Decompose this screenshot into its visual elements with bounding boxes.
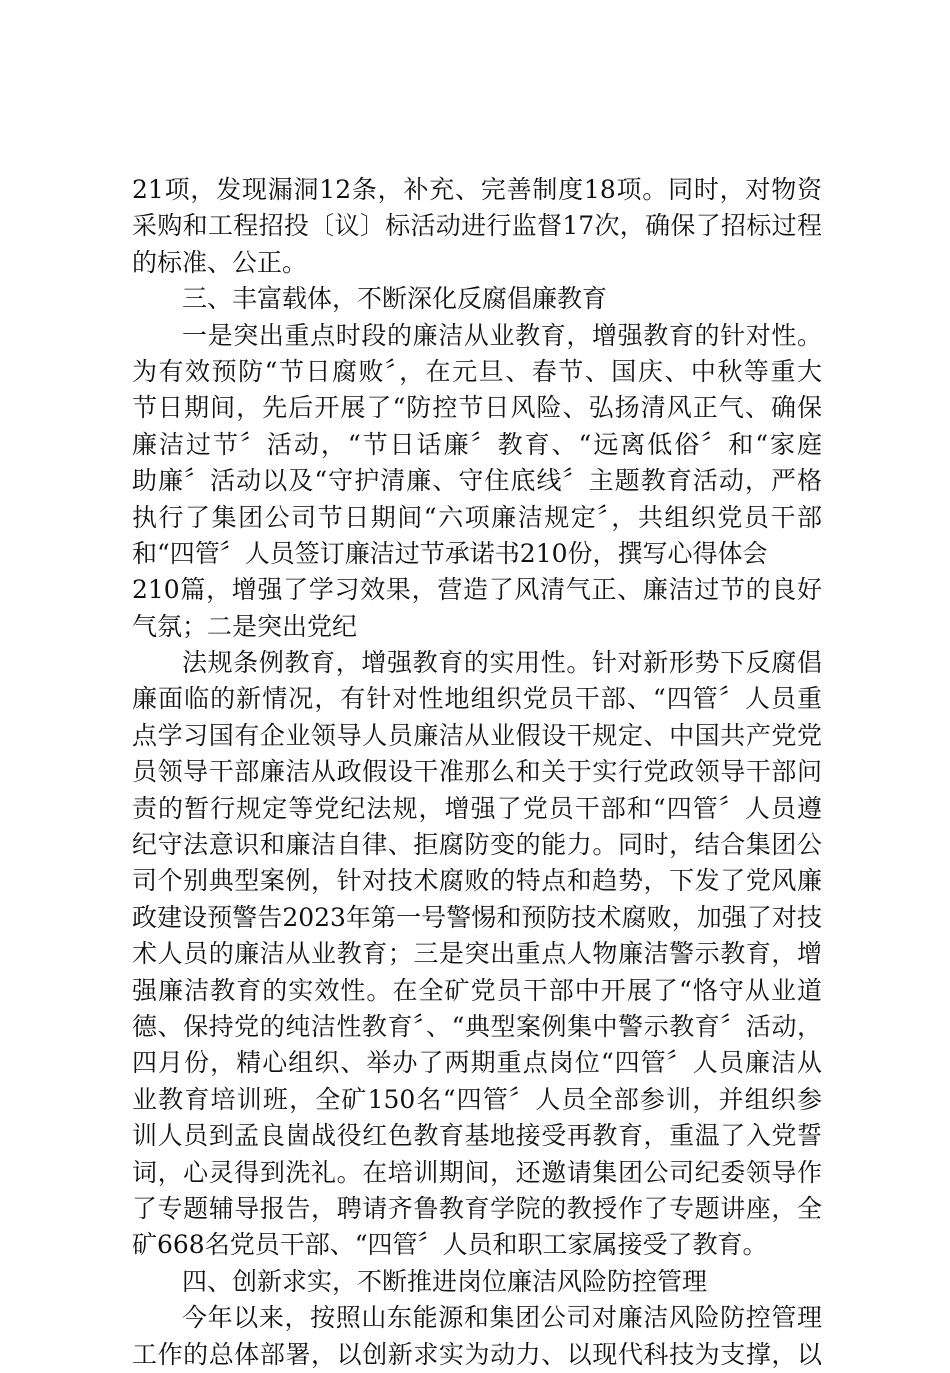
text-line: 词，心灵得到洗礼。在培训期间，还邀请集团公司纪委领导作 xyxy=(132,1157,822,1187)
text-line: 了专题辅导报告，聘请齐鲁教育学院的教授作了专题讲座，全 xyxy=(132,1193,822,1223)
text-line: 训人员到孟良崮战役红色教育基地接受再教育，重温了入党誓 xyxy=(132,1121,822,1151)
body-text xyxy=(132,172,822,1373)
text-line: 纪守法意识和廉洁自律、拒腐防变的能力。同时，结合集团公 xyxy=(132,830,822,860)
text-line: 210篇，增强了学习效果，营造了风清气正、廉洁过节的良好 xyxy=(132,575,822,605)
text-line: 工作的总体部署，以创新求实为动力、以现代科技为支撑，以 xyxy=(132,1339,822,1369)
text-line: 德、保持党的纯洁性教育〞、“典型案例集中警示教育〞活动， xyxy=(132,1011,822,1041)
text-line: 员领导干部廉洁从政假设干准那么和关于实行党政领导干部问 xyxy=(132,757,822,787)
text-line: 气氛；二是突出党纪 xyxy=(132,611,358,641)
text-line: 节日期间，先后开展了“防控节日风险、弘扬清风正气、确保 xyxy=(132,393,822,423)
text-line: 责的暂行规定等党纪法规，增强了党员干部和“四管〞人员遵 xyxy=(132,793,822,823)
text-line: 廉洁过节〞活动，“节日话廉〞教育、“远离低俗〞和“家庭 xyxy=(132,429,822,459)
text-line: 采购和工程招投〔议〕标活动进行监督17次，确保了招标过程 xyxy=(132,211,822,241)
text-line: 矿668名党员干部、“四管〞人员和职工家属接受了教育。 xyxy=(132,1230,768,1260)
text-line: 为有效预防“节日腐败〞，在元旦、春节、国庆、中秋等重大 xyxy=(132,356,822,386)
text-line: 强廉洁教育的实效性。在全矿党员干部中开展了“恪守从业道 xyxy=(132,975,822,1005)
text-line: 和“四管〞人员签订廉洁过节承诺书210份，撰写心得体会 xyxy=(132,538,768,568)
text-line: 助廉〞活动以及“守护清廉、守住底线〞主题教育活动，严格 xyxy=(132,466,822,496)
text-line: 的标准、公正。 xyxy=(132,247,308,277)
text-line: 一是突出重点时段的廉洁从业教育，增强教育的针对性。 xyxy=(182,320,822,350)
text-line: 四、创新求实，不断推进岗位廉洁风险防控管理 xyxy=(182,1266,708,1296)
text-line: 司个别典型案例，针对技术腐败的特点和趋势，下发了党风廉 xyxy=(132,866,822,896)
text-line: 廉面临的新情况，有针对性地组织党员干部、“四管〞人员重 xyxy=(132,684,822,714)
text-line: 21项，发现漏洞12条，补充、完善制度18项。同时，对物资 xyxy=(132,175,822,204)
text-line: 政建设预警告2023年第一号警惕和预防技术腐败，加强了对技 xyxy=(132,902,822,932)
text-line: 今年以来，按照山东能源和集团公司对廉洁风险防控管理 xyxy=(182,1303,822,1333)
text-line: 点学习国有企业领导人员廉洁从业假设干规定、中国共产党党 xyxy=(132,720,822,750)
text-line: 执行了集团公司节日期间“六项廉洁规定〞，共组织党员干部 xyxy=(132,502,822,532)
text-line: 业教育培训班，全矿150名“四管〞人员全部参训，并组织参 xyxy=(132,1084,822,1114)
text-line: 术人员的廉洁从业教育；三是突出重点人物廉洁警示教育，增 xyxy=(132,939,822,969)
text-line: 四月份，精心组织、举办了两期重点岗位“四管〞人员廉洁从 xyxy=(132,1048,822,1078)
text-line: 法规条例教育，增强教育的实用性。针对新形势下反腐倡 xyxy=(182,648,822,678)
text-line: 三、丰富载体，不断深化反腐倡廉教育 xyxy=(182,284,608,314)
